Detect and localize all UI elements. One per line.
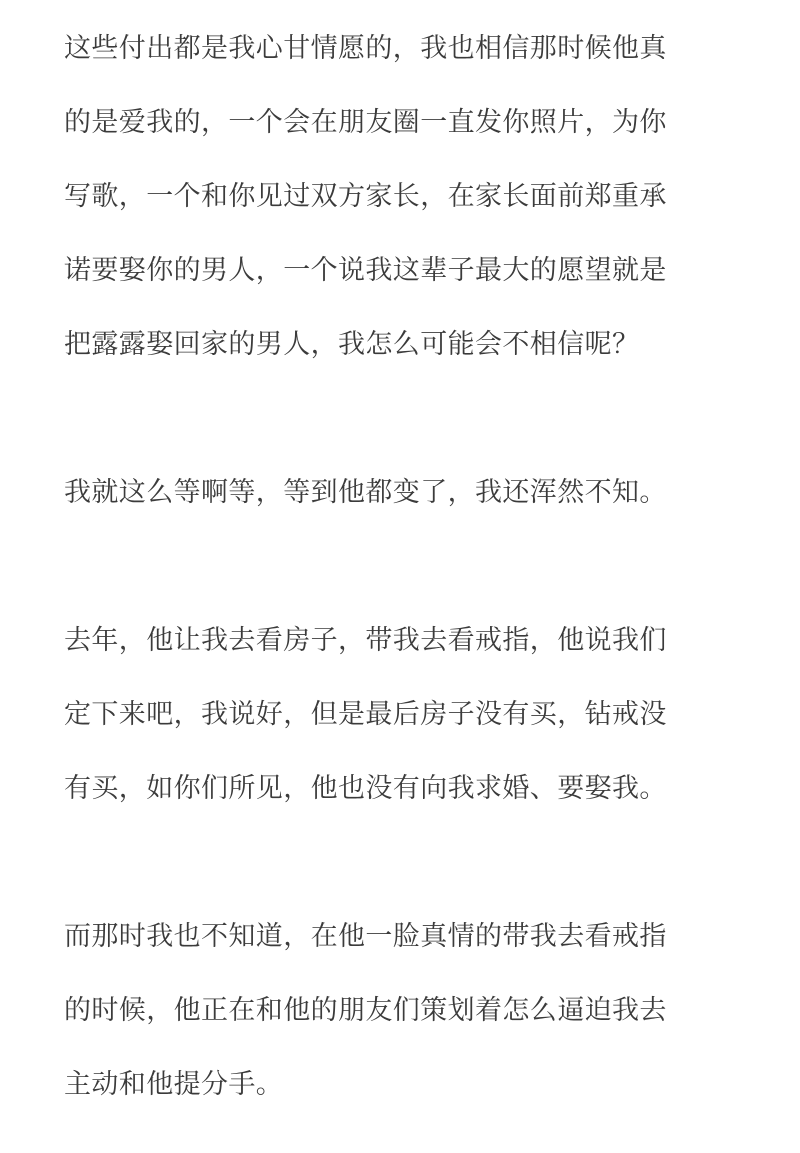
text-line: 去年，他让我去看房子，带我去看戒指，他说我们 xyxy=(64,625,667,656)
text-line: 主动和他提分手。 xyxy=(64,1069,284,1100)
text-line: 定下来吧，我说好，但是最后房子没有买，钻戒没 xyxy=(64,699,667,730)
text-line: 诺要娶你的男人，一个说我这辈子最大的愿望就是 xyxy=(64,255,667,286)
paragraph-spacer xyxy=(64,826,736,900)
text-line: 把露露娶回家的男人，我怎么可能会不相信呢？ xyxy=(64,329,640,360)
text-line: 有买，如你们所见，他也没有向我求婚、要娶我。 xyxy=(64,773,667,804)
text-line: 写歌，一个和你见过双方家长，在家长面前郑重承 xyxy=(64,181,667,212)
article-body xyxy=(64,12,736,1122)
paragraph-spacer xyxy=(64,382,736,456)
text-line: 而那时我也不知道，在他一脸真情的带我去看戒指 xyxy=(64,921,667,952)
text-line: 我就这么等啊等，等到他都变了，我还浑然不知。 xyxy=(64,477,667,508)
paragraph-spacer xyxy=(64,530,736,604)
paragraph-3 xyxy=(64,604,736,826)
paragraph-2 xyxy=(64,456,736,530)
text-line: 的时候，他正在和他的朋友们策划着怎么逼迫我去 xyxy=(64,995,667,1026)
text-line: 这些付出都是我心甘情愿的，我也相信那时候他真 xyxy=(64,33,667,64)
paragraph-4 xyxy=(64,900,736,1122)
text-line: 的是爱我的，一个会在朋友圈一直发你照片，为你 xyxy=(64,107,667,138)
paragraph-1 xyxy=(64,12,736,382)
